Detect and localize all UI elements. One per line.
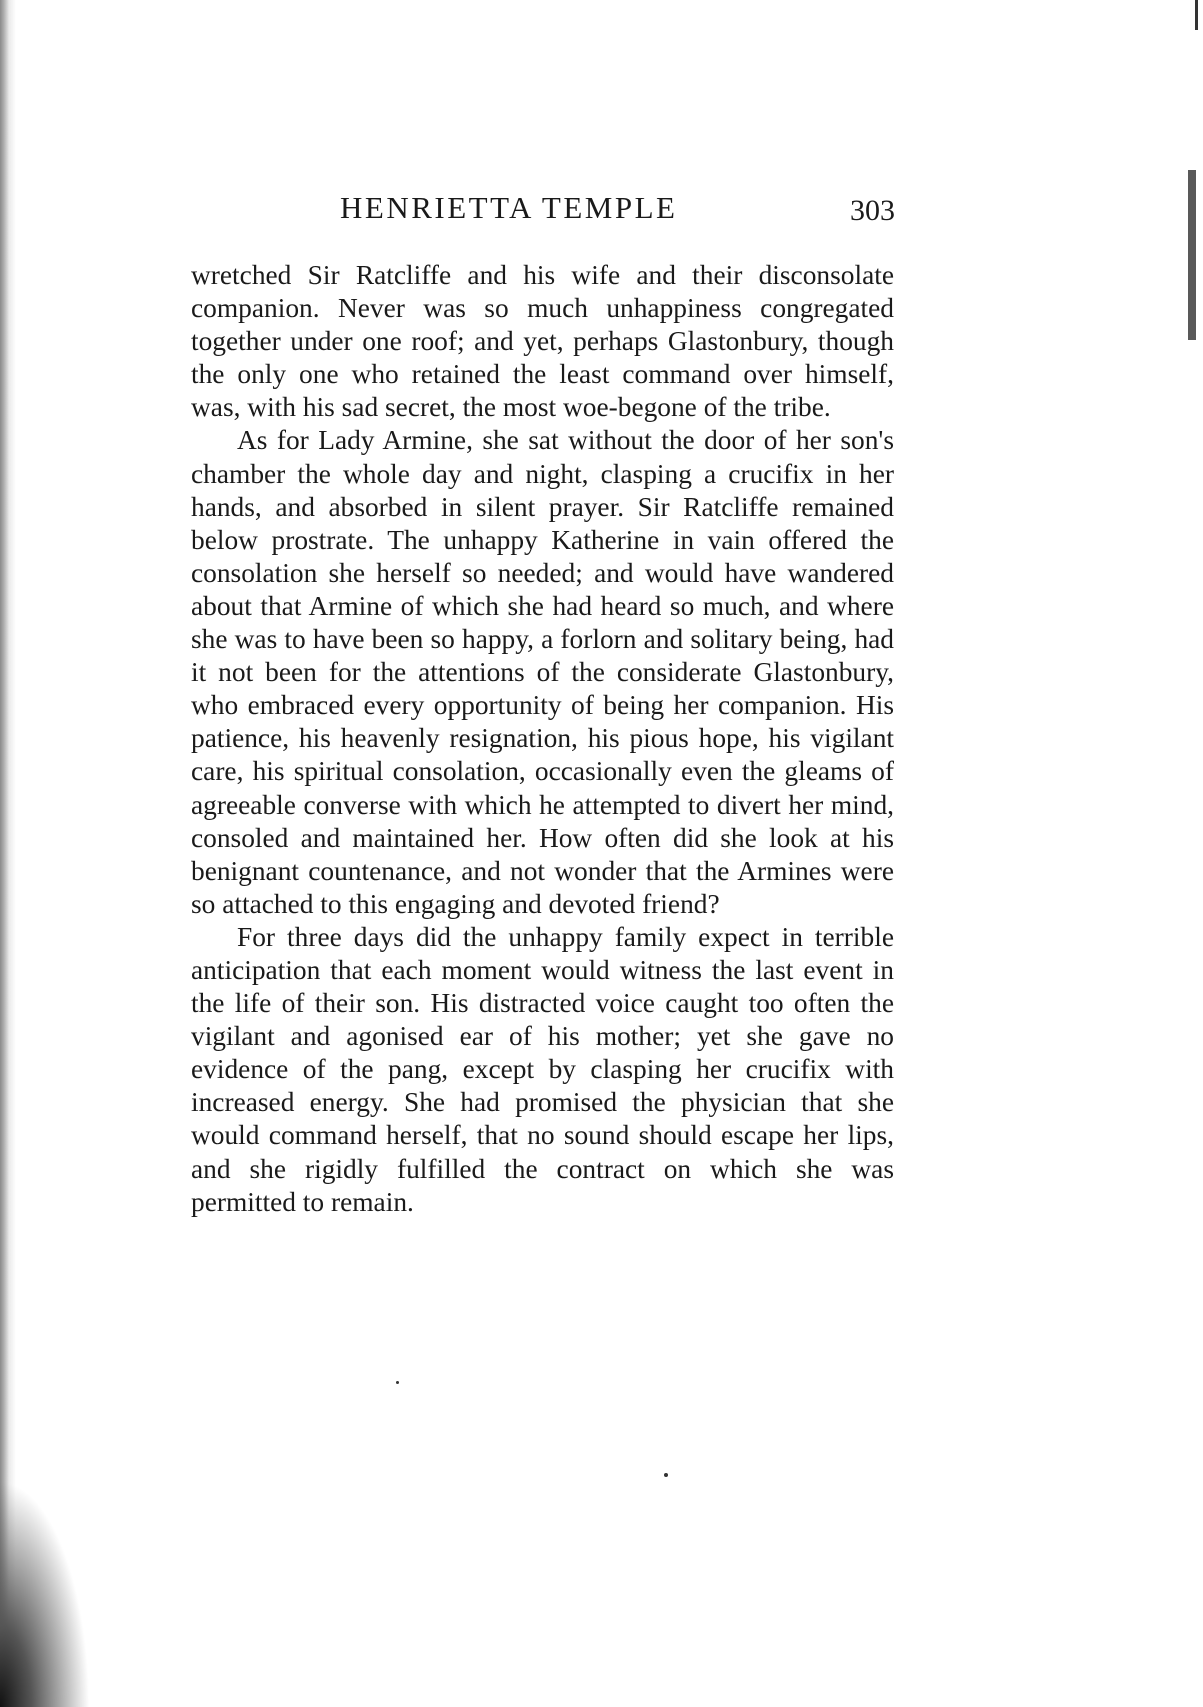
page-edge-shadow-bottom-left xyxy=(0,1480,90,1707)
page-number: 303 xyxy=(850,194,895,227)
page-header xyxy=(190,190,895,238)
scan-speck xyxy=(396,1381,399,1384)
page-edge-mark-right xyxy=(1188,170,1196,340)
page-edge-mark-top-right xyxy=(1195,0,1198,30)
body-text xyxy=(191,259,894,1219)
paragraph-3: For three days did the unhappy family expect in terrible anticipation that each moment would witness the last event in the life of their son. His distracted voice caught too often the vigilant and agonised ear of his mother; yet she gave no evidence of the pang, except by clasping her crucifix with increased energy. She had promised the physician that she would command herself, that no sound should escape her lips, and she rigidly fulfilled the contract on which she was permitted to remain. xyxy=(191,921,894,1217)
page-edge-shadow-left xyxy=(0,0,22,1707)
paragraph-1: wretched Sir Ratcliffe and his wife and their disconsolate companion. Never was so much unhappiness congregated together under one roof; and yet, perhaps Glastonbury, though the only one who retained the least command over himself, was, with his sad secret, the most woe-begone of the tribe. xyxy=(191,260,894,423)
scan-speck xyxy=(664,1473,668,1477)
paragraph-2: As for Lady Armine, she sat without the door of her son's chamber the whole day and night, clasping a crucifix in her hands, and absorbed in silent prayer. Sir Ratcliffe remained below prostrate. The unhappy Katherine in vain offered the consolation she herself so needed; and would have wandered about that Armine of which she had heard so much, and where she was to have been so happy, a forlorn and solitary being, had it not been for the attentions of the considerate Glastonbury, who embraced every opportunity of being her companion. His patience, his heavenly resignation, his pious hope, his vigilant care, his spiritual consolation, occasionally even the gleams of agreeable converse with which he attempted to divert her mind, consoled and maintained her. How often did she look at his benignant countenance, and not wonder that the Armines were so attached to this engaging and devoted friend? xyxy=(191,425,894,919)
running-title: HENRIETTA TEMPLE xyxy=(340,190,678,225)
